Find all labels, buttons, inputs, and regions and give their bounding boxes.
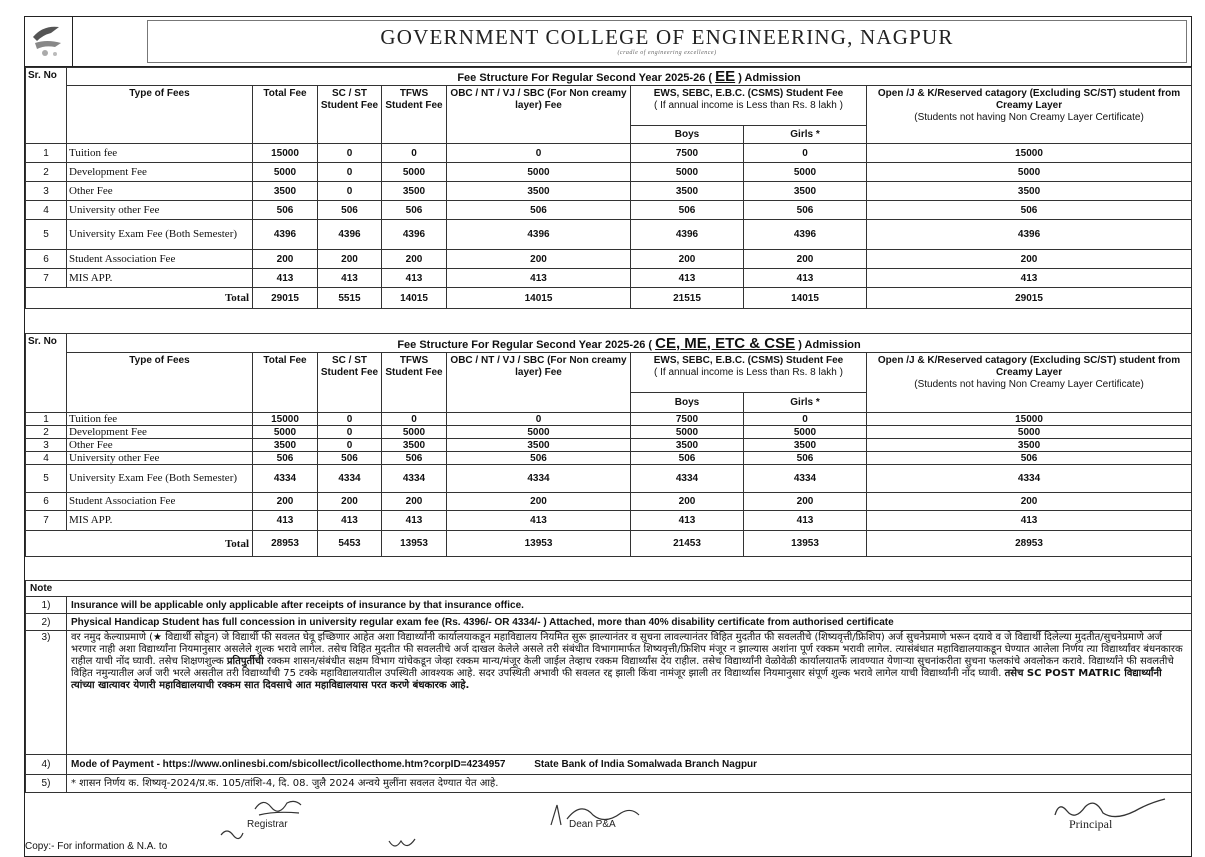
col-total-fee: Total Fee bbox=[253, 86, 318, 144]
table-title-prefix: Fee Structure For Regular Second Year 2025-26 ( bbox=[397, 338, 653, 351]
col-ews-subtitle: ( If annual income is Less than Rs. 8 lakh ) bbox=[654, 100, 843, 111]
college-name: GOVERNMENT COLLEGE OF ENGINEERING, NAGPUR bbox=[380, 25, 954, 49]
cell-girls: 413 bbox=[744, 511, 867, 531]
cell-obc: 200 bbox=[447, 493, 631, 511]
cell-obc: 5000 bbox=[447, 426, 631, 439]
total-tfws: 13953 bbox=[382, 531, 447, 557]
total-boys: 21453 bbox=[631, 531, 744, 557]
col-girls: Girls * bbox=[744, 126, 867, 144]
cell-tfws: 506 bbox=[382, 201, 447, 220]
total-row bbox=[26, 531, 1192, 557]
bank-name: State Bank of India Somalwada Branch Nagpur bbox=[534, 759, 758, 770]
table-row bbox=[26, 439, 1192, 452]
cell-open: 5000 bbox=[867, 426, 1192, 439]
table-row bbox=[26, 163, 1192, 182]
notes-table bbox=[25, 580, 1192, 793]
cell-open: 200 bbox=[867, 493, 1192, 511]
row-sr: 5 bbox=[26, 220, 67, 250]
col-open-subtitle: (Students not having Non Creamy Layer Certificate) bbox=[914, 379, 1144, 390]
cell-open: 200 bbox=[867, 250, 1192, 269]
cell-girls: 0 bbox=[744, 413, 867, 426]
principal-label: Principal bbox=[1069, 817, 1113, 831]
row-sr: 5 bbox=[26, 465, 67, 493]
cell-total: 5000 bbox=[253, 426, 318, 439]
cell-obc: 506 bbox=[447, 201, 631, 220]
total-row bbox=[26, 288, 1192, 309]
cell-tfws: 200 bbox=[382, 493, 447, 511]
total-total: 29015 bbox=[253, 288, 318, 309]
cell-tfws: 5000 bbox=[382, 163, 447, 182]
cell-girls: 4396 bbox=[744, 220, 867, 250]
table-title-branch: EE bbox=[715, 68, 736, 85]
table-row bbox=[26, 144, 1192, 163]
col-ews-title: EWS, SEBC, E.B.C. (CSMS) Student Fee bbox=[653, 88, 844, 99]
col-open-fee bbox=[867, 86, 1192, 144]
cell-total: 3500 bbox=[253, 182, 318, 201]
row-sr: 6 bbox=[26, 493, 67, 511]
cell-total: 506 bbox=[253, 452, 318, 465]
cell-girls: 200 bbox=[744, 493, 867, 511]
note-row bbox=[26, 614, 1192, 631]
cell-open: 413 bbox=[867, 511, 1192, 531]
cell-boys: 7500 bbox=[631, 413, 744, 426]
cell-tfws: 5000 bbox=[382, 426, 447, 439]
row-fee-name: University other Fee bbox=[67, 201, 253, 220]
col-type-of-fees: Type of Fees bbox=[67, 353, 253, 413]
cell-boys: 5000 bbox=[631, 163, 744, 182]
cell-girls: 5000 bbox=[744, 163, 867, 182]
sr-no-header: Sr. No bbox=[26, 68, 67, 144]
cell-open: 413 bbox=[867, 269, 1192, 288]
cell-total: 413 bbox=[253, 269, 318, 288]
col-obc-fee: OBC / NT / VJ / SBC (For Non creamy layer) Fee bbox=[447, 86, 631, 144]
row-sr: 6 bbox=[26, 250, 67, 269]
col-open-fee bbox=[867, 353, 1192, 413]
cell-tfws: 506 bbox=[382, 452, 447, 465]
row-fee-name: Other Fee bbox=[67, 439, 253, 452]
cell-obc: 3500 bbox=[447, 439, 631, 452]
table-row bbox=[26, 511, 1192, 531]
cell-boys: 3500 bbox=[631, 439, 744, 452]
cell-open: 3500 bbox=[867, 182, 1192, 201]
total-sc: 5515 bbox=[318, 288, 382, 309]
col-ews-fee bbox=[631, 353, 867, 393]
cell-boys: 200 bbox=[631, 250, 744, 269]
cell-open: 506 bbox=[867, 452, 1192, 465]
cell-sc: 0 bbox=[318, 144, 382, 163]
table-title bbox=[67, 334, 1192, 353]
cell-boys: 506 bbox=[631, 201, 744, 220]
copy-to-line: Copy:- For information & N.A. to bbox=[25, 841, 168, 852]
cell-open: 506 bbox=[867, 201, 1192, 220]
note-row bbox=[26, 775, 1192, 793]
cell-total: 4334 bbox=[253, 465, 318, 493]
cell-sc: 0 bbox=[318, 439, 382, 452]
cell-open: 15000 bbox=[867, 413, 1192, 426]
total-girls: 14015 bbox=[744, 288, 867, 309]
cell-obc: 413 bbox=[447, 269, 631, 288]
row-fee-name: Development Fee bbox=[67, 426, 253, 439]
cell-sc: 4396 bbox=[318, 220, 382, 250]
total-label: Total bbox=[26, 531, 253, 557]
row-fee-name: Other Fee bbox=[67, 182, 253, 201]
total-obc: 14015 bbox=[447, 288, 631, 309]
cell-boys: 7500 bbox=[631, 144, 744, 163]
cell-total: 3500 bbox=[253, 439, 318, 452]
cell-sc: 200 bbox=[318, 493, 382, 511]
table-row bbox=[26, 201, 1192, 220]
fee-structure-document bbox=[24, 16, 1192, 857]
cell-obc: 0 bbox=[447, 144, 631, 163]
note-text-part: वर नमुद केल्याप्रमाणे (★ विद्यार्थी सोडून) जे विद्यार्थी फी सवलत घेवू इच्छिणार आहेत अशा विद्यार्थ्यांनी कार्यालयाकडून महाविद्यालय नियमित सुरू झाल्यानंतर व सुचना लावल्यानंतर विहित मुदतीत फी सवलतीचे (शिष्यवृत्ती/फ्रिशिप) अर्ज सुचनेप्रमाणे भरून दयावे व जे विद्यार्थी दिलेल्या मुदतीत/सुचनेप्रमाणे अर्ज भरणार नाही अशा विद्यार्थ्यांना नियमानुसार असलेले शुल्क भरावे लागेल. तसेच विहित मुदतीत फी सवलतीचे अर्ज दाखल केलेले असले तरी संबंधीत विभागामार्फत शिष्यवृत्ती/फ्रिशिप मंजूर न झाल्यास अशांना पूर्ण रक्कम भरावी लागेल. त्यासंबंधात महाविद्यालयाकडून घेण्यात आलेला निर्णय त्या विद्यार्थ्यांवर बंधनकारक राहील याची नोंद घ्यावी. तसेच शिक्षणशुल्क bbox=[71, 632, 1183, 667]
cell-sc: 200 bbox=[318, 250, 382, 269]
row-sr: 4 bbox=[26, 452, 67, 465]
table-row bbox=[26, 493, 1192, 511]
cell-tfws: 200 bbox=[382, 250, 447, 269]
note-text-marathi bbox=[67, 631, 1192, 755]
notes-heading: Note bbox=[26, 581, 1192, 597]
col-ews-subtitle: ( If annual income is Less than Rs. 8 lakh ) bbox=[654, 367, 843, 378]
row-fee-name: Student Association Fee bbox=[67, 493, 253, 511]
cell-total: 200 bbox=[253, 493, 318, 511]
fee-table-ce-me-etc-cse bbox=[25, 333, 1192, 557]
cell-boys: 3500 bbox=[631, 182, 744, 201]
cell-tfws: 413 bbox=[382, 269, 447, 288]
cell-total: 5000 bbox=[253, 163, 318, 182]
cell-open: 5000 bbox=[867, 163, 1192, 182]
cell-total: 15000 bbox=[253, 413, 318, 426]
cell-obc: 200 bbox=[447, 250, 631, 269]
cell-sc: 506 bbox=[318, 452, 382, 465]
row-sr: 7 bbox=[26, 269, 67, 288]
row-fee-name: University Exam Fee (Both Semester) bbox=[67, 465, 253, 493]
cell-total: 413 bbox=[253, 511, 318, 531]
table-title-suffix: ) Admission bbox=[738, 72, 801, 84]
cell-boys: 413 bbox=[631, 511, 744, 531]
cell-obc: 413 bbox=[447, 511, 631, 531]
cell-sc: 0 bbox=[318, 413, 382, 426]
row-sr: 4 bbox=[26, 201, 67, 220]
total-sc: 5453 bbox=[318, 531, 382, 557]
total-tfws: 14015 bbox=[382, 288, 447, 309]
document-header bbox=[25, 17, 1191, 67]
cell-boys: 4396 bbox=[631, 220, 744, 250]
cell-sc: 0 bbox=[318, 163, 382, 182]
note-number: 5) bbox=[26, 775, 67, 793]
table-row bbox=[26, 465, 1192, 493]
note-text-part: रक्कम शासन/संबंधीत सक्षम विभाग यांचेकडून जेव्हा रक्कम मान्य/मंजूर केली जाईल तेव्हाच रक्कम विद्यार्थ्यांस देय राहील. तसेच विद्यार्थ्यांनी वेळोवेळी कार्यालयातर्फे लावण्यात येणाऱ्या सुचनांकरीता सुचना फलकांचे अवलोकन करावे. विद्यार्थ्यांने फी सवलतीचे विहित नमुन्यातील अर्ज जरी भरले असतील तरी विद्यार्थ्यांची 75 टक्के महाविद्यालयातील उपस्थिती आवश्यक आहे. सदर उपस्थिती अभावी फी सवलत रद्द झाली किंवा नामंजूर झाली तर विद्यार्थ्यास नियमानुसार संपूर्ण शुल्क भरावे लागेल याची विद्यार्थ्यांनी नोंद घ्यावी. bbox=[71, 656, 1174, 679]
cell-open: 4396 bbox=[867, 220, 1192, 250]
cell-tfws: 4334 bbox=[382, 465, 447, 493]
cell-open: 4334 bbox=[867, 465, 1192, 493]
dean-label: Dean P&A bbox=[569, 819, 616, 830]
table-row bbox=[26, 250, 1192, 269]
cell-obc: 0 bbox=[447, 413, 631, 426]
note-number: 4) bbox=[26, 755, 67, 775]
total-total: 28953 bbox=[253, 531, 318, 557]
col-tfws-fee: TFWS Student Fee bbox=[382, 86, 447, 144]
table-title-suffix: ) Admission bbox=[798, 338, 861, 351]
row-sr: 2 bbox=[26, 163, 67, 182]
sr-no-header: Sr. No bbox=[26, 334, 67, 413]
row-fee-name: University other Fee bbox=[67, 452, 253, 465]
cell-boys: 5000 bbox=[631, 426, 744, 439]
row-sr: 3 bbox=[26, 439, 67, 452]
cell-obc: 4396 bbox=[447, 220, 631, 250]
cell-tfws: 3500 bbox=[382, 182, 447, 201]
cell-tfws: 3500 bbox=[382, 439, 447, 452]
col-ews-fee bbox=[631, 86, 867, 126]
table-title bbox=[67, 68, 1192, 86]
cell-obc: 4334 bbox=[447, 465, 631, 493]
table-row bbox=[26, 452, 1192, 465]
cell-total: 4396 bbox=[253, 220, 318, 250]
col-tfws-fee: TFWS Student Fee bbox=[382, 353, 447, 413]
col-sc-st-fee: SC / ST Student Fee bbox=[318, 353, 382, 413]
note-number: 3) bbox=[26, 631, 67, 755]
college-logo bbox=[25, 17, 73, 66]
note-text: Physical Handicap Student has full concession in university regular exam fee (Rs. 4396/- OR 4334/- ) Attached, more than 40% disability certificate from authorised certificate bbox=[67, 614, 1192, 631]
row-fee-name: Development Fee bbox=[67, 163, 253, 182]
cell-sc: 4334 bbox=[318, 465, 382, 493]
college-tagline: (cradle of engineering excellence) bbox=[617, 50, 717, 56]
initial-mark bbox=[385, 835, 425, 855]
note-text-emphasis: तसेच SC POST MATRIC विद्यार्थ्यांनी त्यांच्या खात्यावर येणारी महाविद्यालयाची रक्कम सात दिवसाचे आत महाविद्यालयास परत करणे बंधकारक आहे. bbox=[71, 668, 1162, 691]
payment-mode bbox=[67, 755, 1192, 775]
cell-girls: 413 bbox=[744, 269, 867, 288]
row-fee-name: Student Association Fee bbox=[67, 250, 253, 269]
col-sc-st-fee: SC / ST Student Fee bbox=[318, 86, 382, 144]
cell-boys: 200 bbox=[631, 493, 744, 511]
row-fee-name: MIS APP. bbox=[67, 269, 253, 288]
cell-boys: 413 bbox=[631, 269, 744, 288]
col-obc-fee: OBC / NT / VJ / SBC (For Non creamy layer) Fee bbox=[447, 353, 631, 413]
cell-obc: 5000 bbox=[447, 163, 631, 182]
cell-sc: 0 bbox=[318, 182, 382, 201]
table-title-prefix: Fee Structure For Regular Second Year 2025-26 ( bbox=[457, 72, 713, 84]
cell-sc: 413 bbox=[318, 511, 382, 531]
cell-total: 15000 bbox=[253, 144, 318, 163]
row-fee-name: Tuition fee bbox=[67, 413, 253, 426]
total-open: 29015 bbox=[867, 288, 1192, 309]
cell-boys: 506 bbox=[631, 452, 744, 465]
note-row bbox=[26, 631, 1192, 755]
note-text-marathi: * शासन निर्णय क. शिष्यवृ-2024/प्र.क. 105/तांशि-4, दि. 08. जुलै 2024 अन्वये मुलींना सवलत देण्यात येत आहे. bbox=[67, 775, 1192, 793]
col-ews-title: EWS, SEBC, E.B.C. (CSMS) Student Fee bbox=[653, 355, 844, 366]
cell-sc: 506 bbox=[318, 201, 382, 220]
note-number: 1) bbox=[26, 597, 67, 614]
note-row bbox=[26, 755, 1192, 775]
note-text-emphasis: प्रतिपुर्तीची bbox=[226, 656, 264, 667]
table-row bbox=[26, 413, 1192, 426]
col-total-fee: Total Fee bbox=[253, 353, 318, 413]
total-open: 28953 bbox=[867, 531, 1192, 557]
cell-tfws: 413 bbox=[382, 511, 447, 531]
cell-boys: 4334 bbox=[631, 465, 744, 493]
row-fee-name: Tuition fee bbox=[67, 144, 253, 163]
total-boys: 21515 bbox=[631, 288, 744, 309]
fee-table-ee bbox=[25, 67, 1192, 309]
total-label: Total bbox=[26, 288, 253, 309]
row-sr: 2 bbox=[26, 426, 67, 439]
cell-obc: 506 bbox=[447, 452, 631, 465]
cell-total: 200 bbox=[253, 250, 318, 269]
row-fee-name: MIS APP. bbox=[67, 511, 253, 531]
col-girls: Girls * bbox=[744, 393, 867, 413]
row-sr: 7 bbox=[26, 511, 67, 531]
cell-tfws: 4396 bbox=[382, 220, 447, 250]
total-girls: 13953 bbox=[744, 531, 867, 557]
cell-girls: 3500 bbox=[744, 182, 867, 201]
col-type-of-fees: Type of Fees bbox=[67, 86, 253, 144]
row-sr: 1 bbox=[26, 413, 67, 426]
cell-open: 3500 bbox=[867, 439, 1192, 452]
cell-tfws: 0 bbox=[382, 413, 447, 426]
row-fee-name: University Exam Fee (Both Semester) bbox=[67, 220, 253, 250]
col-boys: Boys bbox=[631, 393, 744, 413]
cell-open: 15000 bbox=[867, 144, 1192, 163]
cell-tfws: 0 bbox=[382, 144, 447, 163]
college-name-box bbox=[147, 20, 1187, 63]
table-row bbox=[26, 220, 1192, 250]
note-number: 2) bbox=[26, 614, 67, 631]
note-row bbox=[26, 597, 1192, 614]
cell-sc: 0 bbox=[318, 426, 382, 439]
cell-sc: 413 bbox=[318, 269, 382, 288]
col-open-title: Open /J & K/Reserved catagory (Excluding SC/ST) student from Creamy Layer bbox=[877, 88, 1181, 111]
cell-girls: 506 bbox=[744, 452, 867, 465]
col-open-title: Open /J & K/Reserved catagory (Excluding SC/ST) student from Creamy Layer bbox=[877, 355, 1181, 378]
cell-obc: 3500 bbox=[447, 182, 631, 201]
table-row bbox=[26, 426, 1192, 439]
col-open-subtitle: (Students not having Non Creamy Layer Certificate) bbox=[914, 112, 1144, 123]
table-title-branch: CE, ME, ETC & CSE bbox=[655, 334, 796, 352]
cell-girls: 4334 bbox=[744, 465, 867, 493]
college-logo-icon bbox=[25, 17, 71, 63]
note-text: Insurance will be applicable only applicable after receipts of insurance by that insurance office. bbox=[67, 597, 1192, 614]
cell-total: 506 bbox=[253, 201, 318, 220]
total-obc: 13953 bbox=[447, 531, 631, 557]
table-row bbox=[26, 182, 1192, 201]
row-sr: 3 bbox=[26, 182, 67, 201]
payment-url[interactable]: Mode of Payment - https://www.onlinesbi.com/sbicollect/icollecthome.htm?corpID=4234957 bbox=[71, 759, 506, 770]
cell-girls: 200 bbox=[744, 250, 867, 269]
cell-girls: 0 bbox=[744, 144, 867, 163]
table-row bbox=[26, 269, 1192, 288]
cell-girls: 5000 bbox=[744, 426, 867, 439]
cell-girls: 3500 bbox=[744, 439, 867, 452]
col-boys: Boys bbox=[631, 126, 744, 144]
registrar-label: Registrar bbox=[247, 819, 288, 830]
cell-girls: 506 bbox=[744, 201, 867, 220]
row-sr: 1 bbox=[26, 144, 67, 163]
